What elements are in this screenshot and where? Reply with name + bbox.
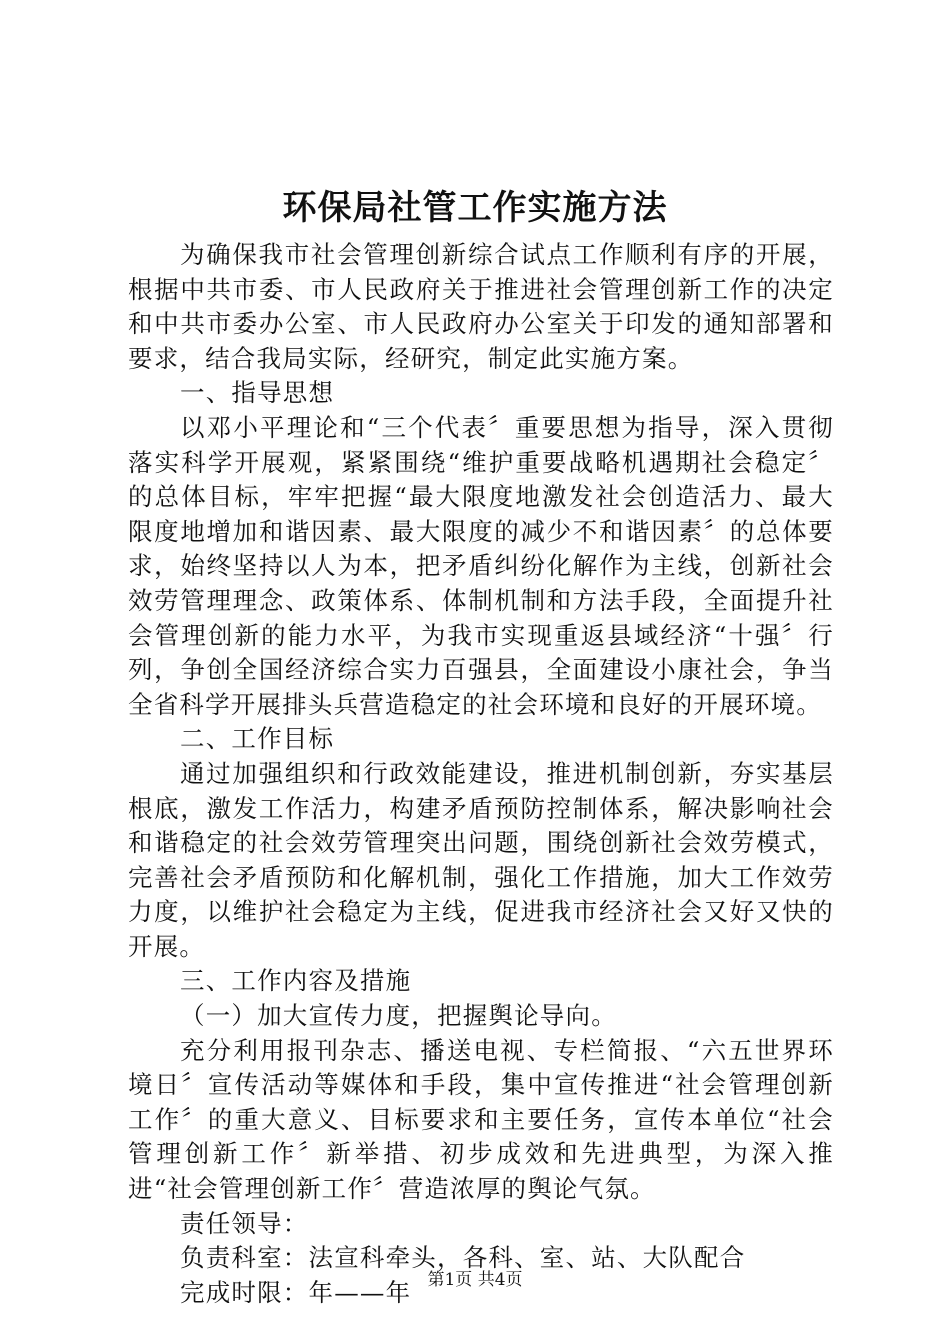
subsection-heading-publicity: （一）加大宣传力度，把握舆论导向。 (180, 1001, 617, 1031)
document-title: 环保局社管工作实施方法 (282, 188, 668, 228)
work-goals-paragraph: 通过加强组织和行政效能建设，推进机制创新，夯实基层根底，激发工作活力，构建矛盾预防控制体系，解决影响社会和谐稳定的社会效劳管理突出问题，围绕创新社会效劳模式，完善社会矛盾预防和化解机制，强化工作措施，加大工作效劳力度，以维护社会稳定为主线，促进我市经济社会又好又快的开展。 (128, 758, 834, 961)
deadline-line: 完成时限：年——年 (180, 1277, 412, 1307)
section-heading-work-content: 三、工作内容及措施 (180, 966, 412, 996)
page-number-footer: 第1页 共4页 (427, 1270, 523, 1290)
responsible-department-line: 负责科室：法宣科牵头，各科、室、站、大队配合 (180, 1243, 746, 1273)
guiding-ideology-paragraph: 以邓小平理论和“三个代表〞重要思想为指导，深入贯彻落实科学开展观，紧紧围绕“维护重要战略机遇期社会稳定〞的总体目标，牢牢把握“最大限度地激发社会创造活力、最大限度地增加和谐因素、最大限度的减少不和谐因素〞的总体要求，始终坚持以人为本，把矛盾纠纷化解作为主线，创新社会效劳管理理念、政策体系、体制机制和方法手段，全面提升社会管理创新的能力水平，为我市实现重返县域经济“十强〞行列，争创全国经济综合实力百强县，全面建设小康社会，争当全省科学开展排头兵营造稳定的社会环境和良好的开展环境。 (128, 412, 834, 719)
section-heading-work-goals: 二、工作目标 (180, 724, 335, 754)
intro-paragraph: 为确保我市社会管理创新综合试点工作顺利有序的开展，根据中共市委、市人民政府关于推进社会管理创新工作的决定和中共市委办公室、市人民政府办公室关于印发的通知部署和要求，结合我局实际，经研究，制定此实施方案。 (128, 240, 834, 373)
document-body (128, 238, 834, 1310)
publicity-paragraph: 充分利用报刊杂志、播送电视、专栏简报、“六五世界环境日〞宣传活动等媒体和手段，集中宣传推进“社会管理创新工作〞的重大意义、目标要求和主要任务，宣传本单位“社会管理创新工作〞新举措、初步成效和先进典型，为深入推进“社会管理创新工作〞营造浓厚的舆论气氛。 (128, 1035, 834, 1204)
responsible-leader-line: 责任领导： (180, 1208, 309, 1238)
section-heading-guiding-ideology: 一、指导思想 (180, 378, 335, 408)
